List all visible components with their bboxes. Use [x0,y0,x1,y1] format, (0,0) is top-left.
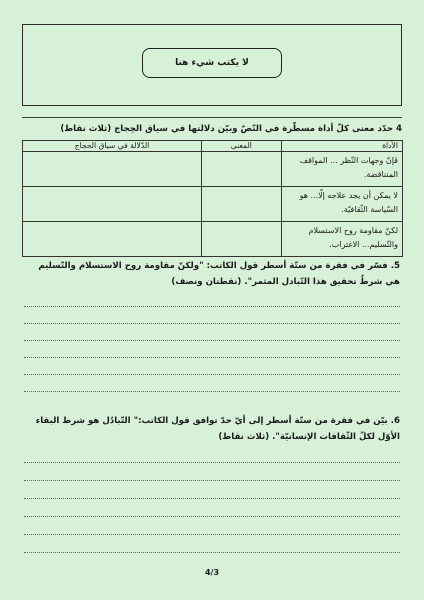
answer-line[interactable] [24,357,400,358]
answer-line[interactable] [24,306,400,307]
row-3-meaning[interactable] [201,222,281,257]
row-2-significance[interactable] [23,187,202,222]
answer-line[interactable] [24,462,400,463]
row-3-tool: لكنّ مقاومة روح الاستسلام والتّسليم... الاغتراب. [281,222,402,257]
table-row [23,152,403,187]
answer-line[interactable] [24,552,400,553]
question-4-title: 4 حدّد معنى كلّ أداة مسطّرة في النّصّ وبيّن دلالتها في سياق الحِجاج (ثلاث نقاط) [60,124,402,134]
table-row [23,187,403,222]
answer-line[interactable] [24,516,400,517]
page-number: 4/3 [204,568,220,577]
table-header-row [23,141,403,152]
answer-line[interactable] [24,374,400,375]
answer-line[interactable] [24,391,400,392]
answer-line[interactable] [24,323,400,324]
answer-line[interactable] [24,498,400,499]
row-1-meaning[interactable] [201,152,281,187]
question-5-text: 5. فسّر في فقرة من ستّة أسطر قول الكاتب: "ولكنّ مقاومة روح الاستسلام والتّسليم هي شرطٌ تحقيق هذا التّبادل المثمر". (نقطتان ونصف) [38,261,400,287]
answer-line[interactable] [24,534,400,535]
row-1-significance[interactable] [23,152,202,187]
answer-line[interactable] [24,340,400,341]
divider [22,117,402,118]
col-tool-header: الأداة [281,141,402,152]
question-6-text: 6. بيّن في فقرة من ستّة أسطر إلى أيّ حدّ توافق قول الكاتب:" التّبادُل هو شرط البقاء الأوّل لكلّ الثّقافات الإنسانيّة". (ثلاث نقاط) [35,416,400,442]
no-write-label: لا يكتب شيء هنا [142,48,282,78]
question-4-table [22,140,403,257]
col-significance-header: الدّلالة في سياق الحجاج [23,141,202,152]
table-row [23,222,403,257]
row-1-tool: فَإنّ وجهات النّظر ... المواقف المتناقضة. [281,152,402,187]
col-meaning-header: المعنى [201,141,281,152]
row-3-significance[interactable] [23,222,202,257]
row-2-meaning[interactable] [201,187,281,222]
answer-line[interactable] [24,480,400,481]
row-2-tool: لا يمكن أن يجد علاجه إلّا... هو السّياسة الثّقافيّة. [281,187,402,222]
